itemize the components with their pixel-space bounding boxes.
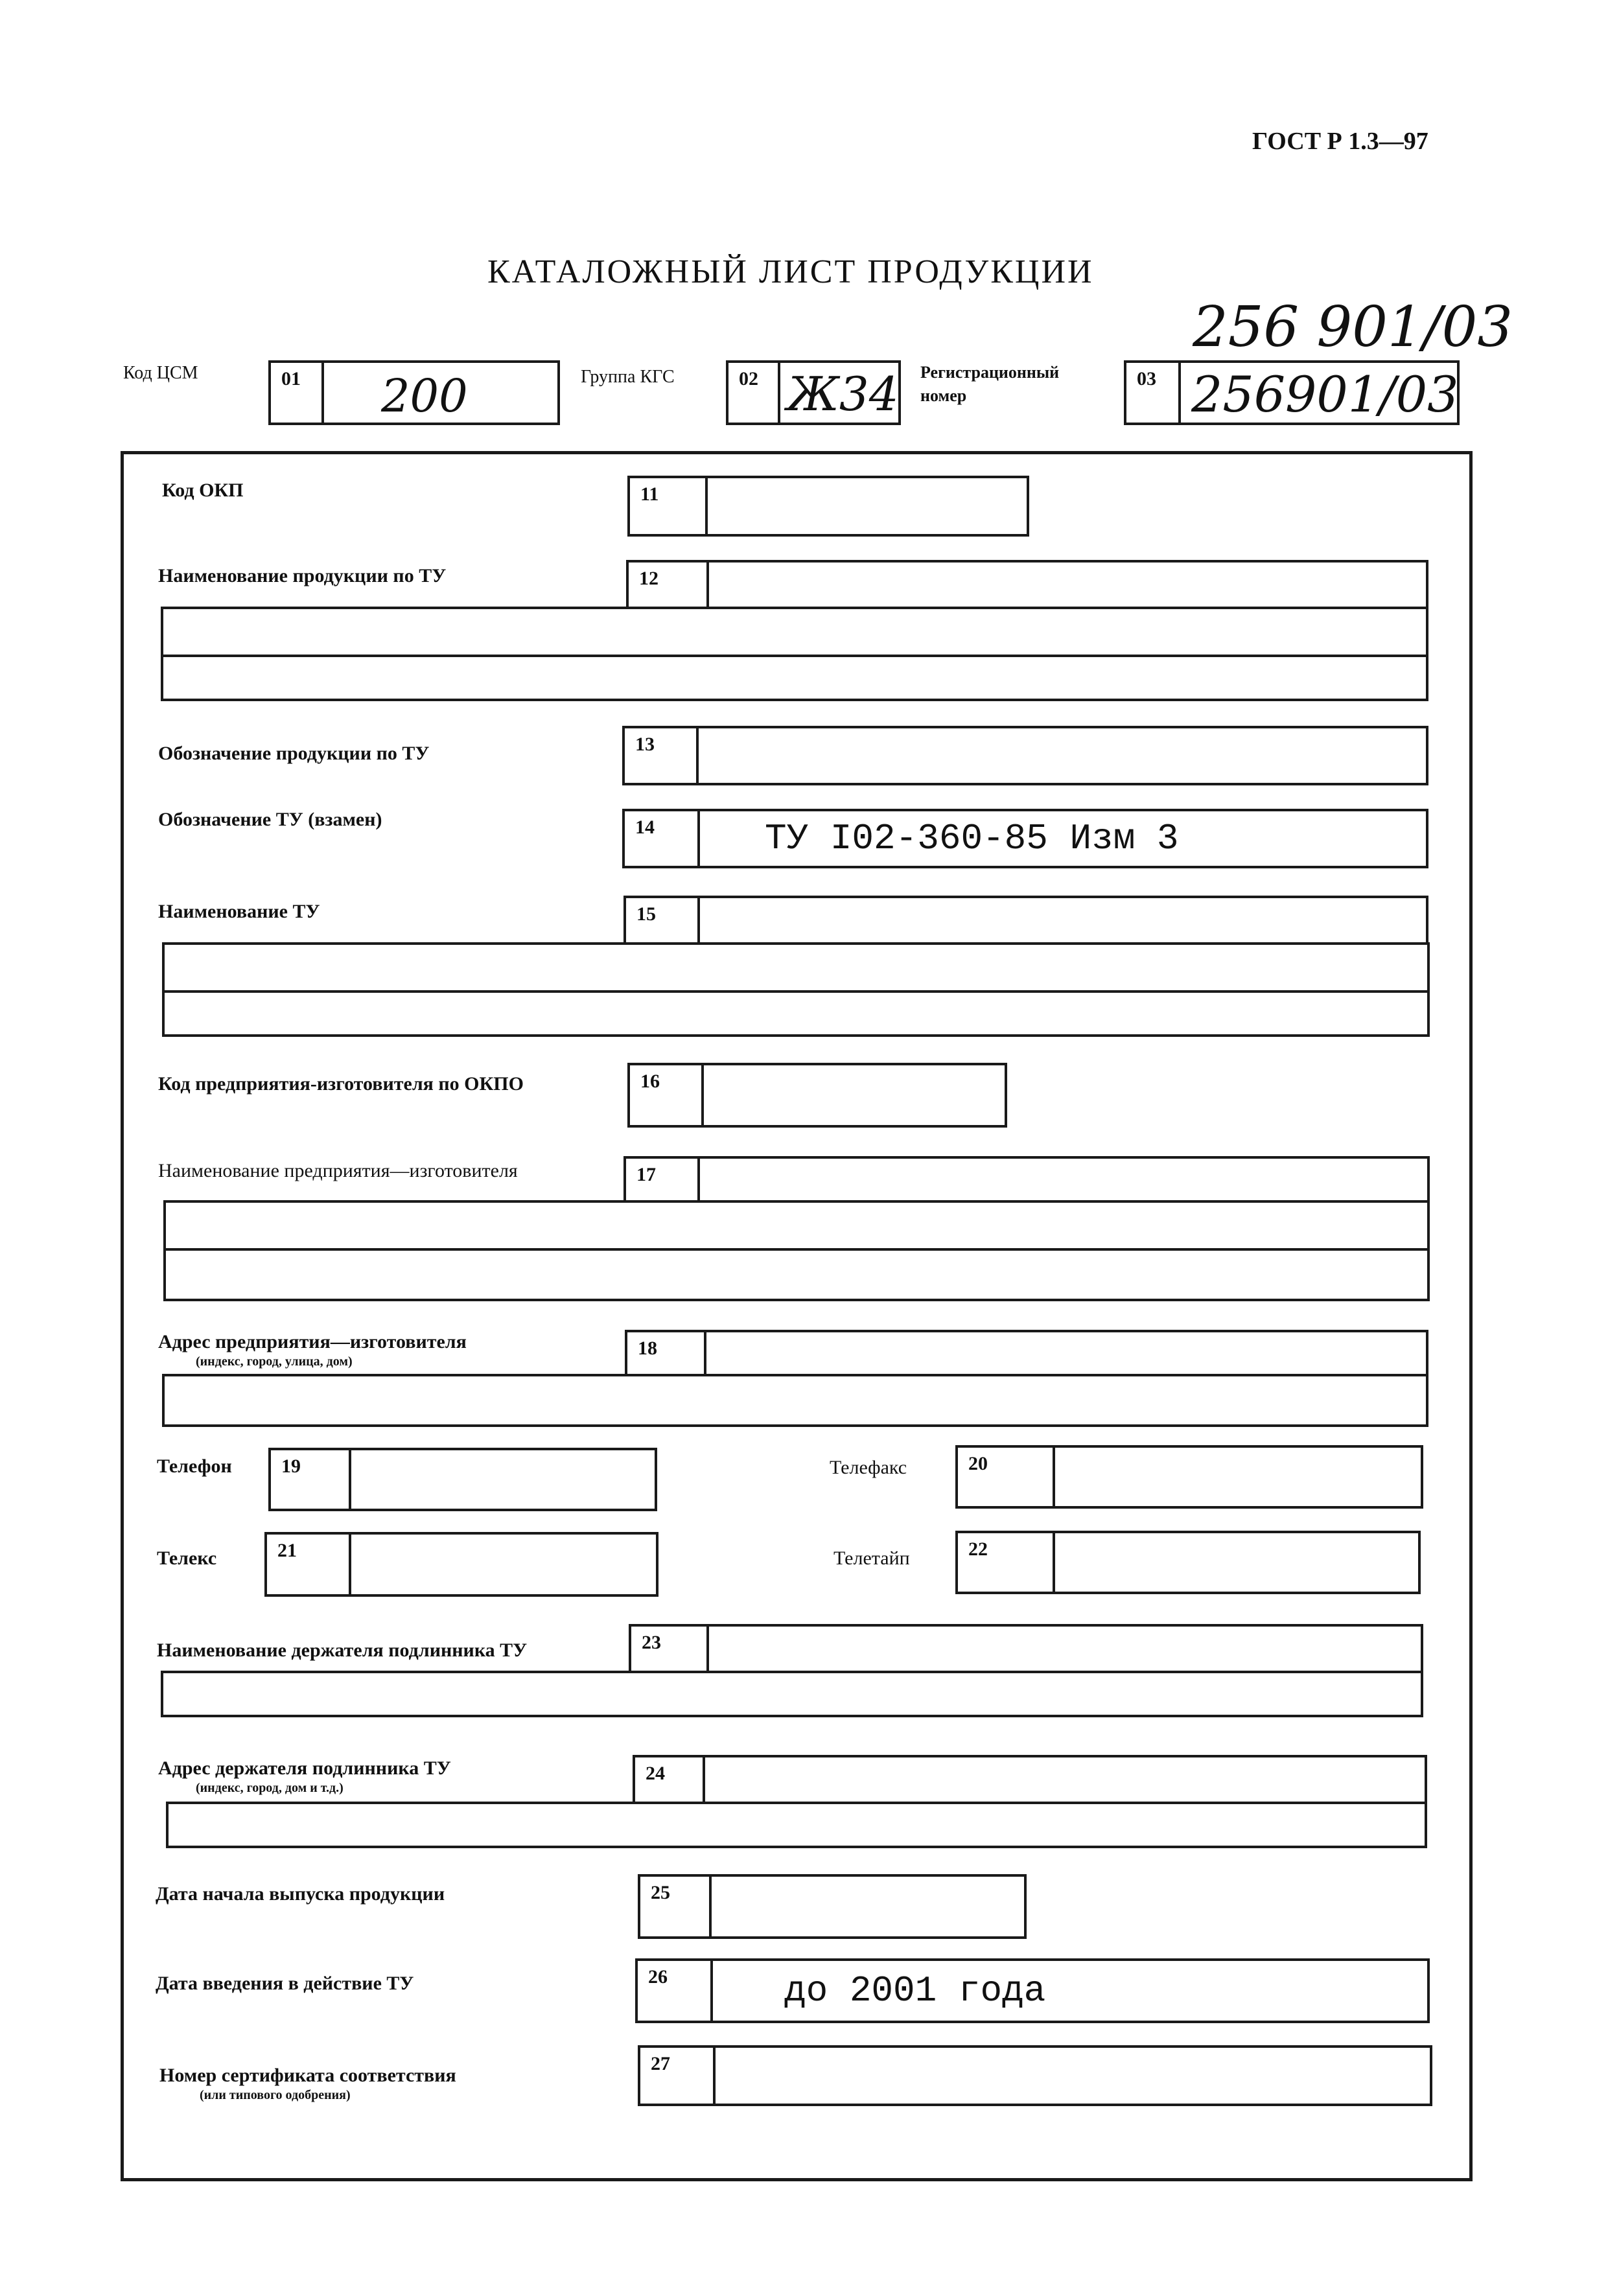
csm-number: 01 <box>271 363 324 423</box>
tu-holder-address-number: 24 <box>635 1757 705 1802</box>
tu-designation-number: 14 <box>625 811 700 866</box>
okp-code-number: 11 <box>630 478 708 534</box>
manufacturer-name-label: Наименование предприятия—изготовителя <box>158 1160 518 1181</box>
manufacturer-address-field[interactable] <box>625 1330 1428 1376</box>
tu-designation-field[interactable] <box>622 809 1428 868</box>
manufacturer-address-label: Адрес предприятия—изготовителя <box>158 1331 467 1352</box>
teletype-field[interactable] <box>955 1531 1421 1594</box>
tu-effective-date-value: до 2001 года <box>784 1970 1046 2012</box>
telex-label: Телекс <box>157 1548 217 1569</box>
tu-name-number: 15 <box>626 898 700 942</box>
production-start-label: Дата начала выпуска продукции <box>156 1883 445 1905</box>
product-name-number: 12 <box>629 562 709 607</box>
tu-name-line-3[interactable] <box>162 990 1430 1037</box>
manufacturer-address-number: 18 <box>627 1332 706 1374</box>
tu-effective-date-label: Дата введения в действие ТУ <box>156 1973 414 1994</box>
reg-value: 256901/03 <box>1191 365 1459 423</box>
manufacturer-name-number: 17 <box>626 1159 700 1200</box>
okpo-code-field[interactable] <box>627 1063 1007 1128</box>
okpo-code-number: 16 <box>630 1065 704 1125</box>
reg-field[interactable] <box>1124 360 1460 425</box>
tu-holder-name-field[interactable] <box>629 1624 1423 1673</box>
product-designation-field[interactable] <box>622 726 1428 785</box>
certificate-number-field[interactable] <box>638 2045 1432 2106</box>
page-title: КАТАЛОЖНЫЙ ЛИСТ ПРОДУКЦИИ <box>487 253 1094 290</box>
csm-value: 200 <box>381 369 468 423</box>
kgs-label: Группа КГС <box>581 367 675 387</box>
certificate-number-label: Номер сертификата соответствия <box>159 2065 456 2086</box>
tu-holder-address-sublabel: (индекс, город, дом и т.д.) <box>196 1781 344 1795</box>
product-name-label: Наименование продукции по ТУ <box>158 565 447 586</box>
manufacturer-name-field[interactable] <box>623 1156 1430 1203</box>
teletype-number: 22 <box>958 1533 1055 1592</box>
reg-label-line1: Регистрационный <box>920 363 1060 382</box>
certificate-number-number: 27 <box>640 2048 716 2104</box>
tu-holder-name-label: Наименование держателя подлинника ТУ <box>157 1640 528 1661</box>
tu-holder-name-line-2[interactable] <box>161 1671 1423 1717</box>
manufacturer-address-sublabel: (индекс, город, улица, дом) <box>196 1354 353 1369</box>
tu-holder-address-line-2[interactable] <box>166 1802 1427 1848</box>
phone-field[interactable] <box>268 1448 657 1511</box>
manufacturer-name-line-2[interactable] <box>163 1200 1430 1251</box>
fax-label: Телефакс <box>830 1457 907 1478</box>
okp-code-label: Код ОКП <box>162 480 244 501</box>
reg-number: 03 <box>1126 363 1181 423</box>
tu-holder-address-field[interactable] <box>633 1755 1427 1804</box>
product-designation-label: Обозначение продукции по ТУ <box>158 743 430 764</box>
tu-designation-value: ТУ I02-360-85 Изм 3 <box>765 818 1179 859</box>
manufacturer-name-line-3[interactable] <box>163 1248 1430 1301</box>
telex-number: 21 <box>267 1535 351 1594</box>
csm-field[interactable] <box>268 360 560 425</box>
product-name-field[interactable] <box>626 560 1428 609</box>
product-name-line-2[interactable] <box>161 607 1428 657</box>
tu-name-field[interactable] <box>623 896 1428 945</box>
tu-name-line-2[interactable] <box>162 942 1430 993</box>
csm-label: Код ЦСМ <box>123 363 198 383</box>
phone-number: 19 <box>271 1450 351 1509</box>
fax-number: 20 <box>958 1448 1055 1506</box>
tu-holder-name-number: 23 <box>631 1627 709 1671</box>
telex-field[interactable] <box>264 1532 658 1597</box>
kgs-value: Ж34 <box>787 367 899 421</box>
reg-label-line2: номер <box>920 386 967 405</box>
phone-label: Телефон <box>157 1455 232 1477</box>
tu-name-label: Наименование ТУ <box>158 901 320 922</box>
production-start-number: 25 <box>640 1877 712 1936</box>
tu-effective-date-number: 26 <box>638 1961 713 2021</box>
manufacturer-address-line-2[interactable] <box>162 1374 1428 1427</box>
certificate-number-sublabel: (или типового одобрения) <box>200 2088 351 2102</box>
kgs-number: 02 <box>728 363 780 423</box>
tu-holder-address-label: Адрес держателя подлинника ТУ <box>158 1757 451 1779</box>
fax-field[interactable] <box>955 1445 1423 1509</box>
kgs-field[interactable] <box>726 360 901 425</box>
okpo-code-label: Код предприятия-изготовителя по ОКПО <box>158 1073 524 1095</box>
okp-code-field[interactable] <box>627 476 1029 537</box>
tu-effective-date-field[interactable] <box>635 1958 1430 2023</box>
handwritten-reg-number: 256 901/03 <box>1193 295 1513 360</box>
production-start-field[interactable] <box>638 1874 1027 1939</box>
teletype-label: Телетайп <box>833 1548 910 1569</box>
product-name-line-3[interactable] <box>161 655 1428 701</box>
standard-code: ГОСТ Р 1.3—97 <box>1252 128 1428 155</box>
product-designation-number: 13 <box>625 728 699 783</box>
tu-designation-label: Обозначение ТУ (взамен) <box>158 809 382 830</box>
